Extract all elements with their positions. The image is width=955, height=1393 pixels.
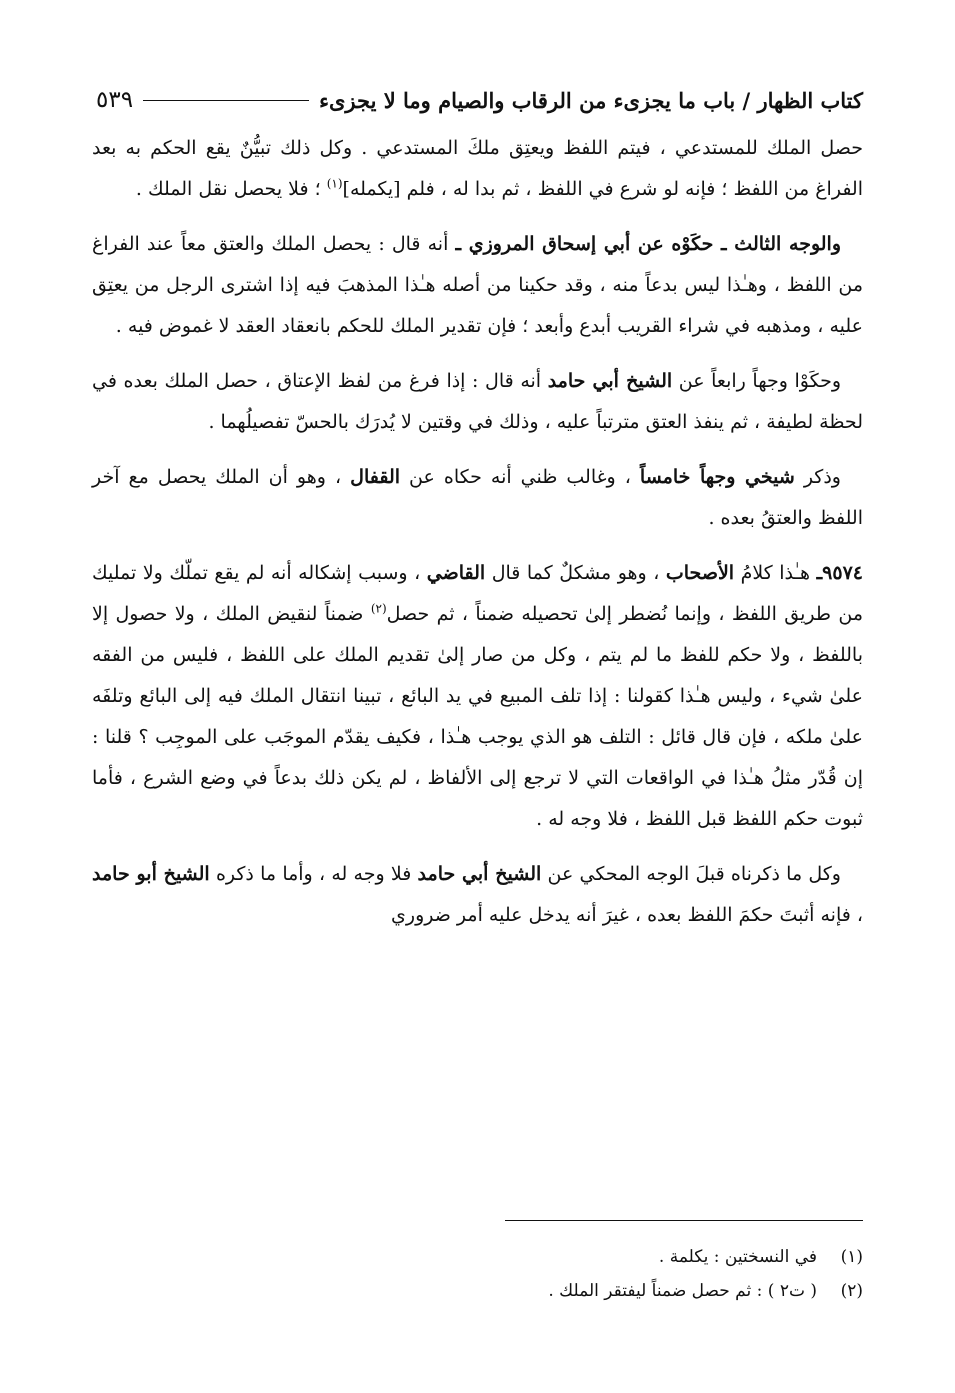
- footnote-text: في النسختين : يكلمة .: [658, 1247, 817, 1267]
- footnote-number: (١): [840, 1247, 863, 1267]
- text-run: حصل الملك للمستدعي ، فيتم اللفظ ويعتِق ملكَ المستدعي . وكل ذلك تبيُّنٌ يقع الحكم به بعد الفراغ من اللفظ ؛ فإنه لو شرع في اللفظ ، ثم بدا له ، فلم [يكمله]: [92, 137, 863, 200]
- page-number: ٥٣٩: [96, 87, 134, 113]
- text-run: ، وغالب ظني أنه حكاه عن: [400, 466, 640, 488]
- text-run: وذكر: [794, 466, 841, 488]
- bold-text: القاضي: [426, 562, 486, 584]
- footnote: [92, 1240, 863, 1274]
- paragraph: [92, 457, 863, 539]
- text-run: أنه قال : يحصل الملك والعتق معاً عند الفراغ من اللفظ ، وهـٰذا ليس بدعاً منه ، وقد حكينا من أصله هـٰذا المذهبَ فيه إذا اشترى الرجل من يعتِق عليه ، ومذهبه في شراء القريب أبدع وأبعد ؛ فإن تقدير الملك للحكم بانعقاد العقد لا غموض فيه .: [92, 233, 863, 337]
- bold-text: القفال: [350, 466, 401, 488]
- bold-text: والوجه الثالث ـ حكَوْه عن أبي إسحاق المروزي ـ: [455, 233, 842, 255]
- paragraph: [92, 854, 863, 936]
- text-run: ، وهو مشكلٌ كما قال: [485, 562, 666, 584]
- text-run: ، فإنه أثبتَ حكمَ اللفظ بعده ، غيرَ أنه يدخل عليه أمر ضروري: [391, 904, 863, 926]
- bold-text: الأصحاب: [665, 562, 735, 584]
- bold-text: ٩٥٧٤ـ: [816, 562, 863, 584]
- paragraph: [92, 224, 863, 347]
- footnote-number: (٢): [840, 1281, 863, 1301]
- footnote-marker: (٢): [370, 601, 387, 616]
- text-run: أنه قال : إذا فرغ من لفظ الإعتاق ، حصل الملك بعده في لحظة لطيفة ، ثم ينفذ العتق مترتباً عليه ، وذلك في وقتين لا يُدرَك بالحسّ تفصيلُهما .: [92, 370, 863, 433]
- text-run: ؛ فلا يحصل نقل الملك .: [135, 178, 327, 200]
- footnote-text: ( ت٢ ) : ثم حصل ضمناً ليفتقر الملك .: [548, 1281, 817, 1301]
- main-text: [92, 128, 863, 950]
- bold-text: الشيخ أبي حامد: [417, 863, 542, 885]
- text-run: ، وهو أن الملك يحصل مع آخر اللفظ والعتقُ بعده .: [92, 466, 863, 529]
- text-run: فلا وجه له ، وأما ما ذكره: [209, 863, 418, 885]
- footnote-separator: [505, 1220, 863, 1221]
- text-run: وكل ما ذكرناه قبلَ الوجه المحكي عن: [541, 863, 841, 885]
- bold-text: الشيخ أبو حامد: [92, 863, 210, 885]
- running-header: [96, 80, 863, 120]
- text-run: هـٰذا كلامُ: [734, 562, 817, 584]
- paragraph: [92, 128, 863, 210]
- text-run: وحكَوْا وجهاً رابعاً عن: [672, 370, 841, 392]
- footnote: [92, 1274, 863, 1308]
- text-run: ، وسبب إشكاله أنه لم يقع تملّك ولا تمليك من طريق اللفظ ، وإنما نُضطر إلىٰ تحصيله ضمناً ، ثم حصل: [92, 562, 863, 625]
- footnote-marker: (١): [326, 176, 343, 191]
- header-rule: [143, 100, 309, 101]
- text-run: ضمناً لنقيض الملك ، ولا حصول إلا باللفظ ، ولا حكم للفظ ما لم يتم ، وكل من صار إلىٰ تقديم الملك على اللفظ ، فليس من الفقه علىٰ شيء ، وليس هـٰذا كقولنا : إذا تلف المبيع في يد البائع ، تبينا انتقال الملك فيه إلى البائع وتلفَه علىٰ ملكه ، فإن قال قائل : التلف هو الذي يوجب هـٰذا ، فكيف يقدّم الموجَب على الموجِب ؟ قلنا : إن قُدّر مثلُ هـٰذا في الواقعات التي لا ترجع إلى الألفاظ ، لم يكن ذلك بدعاً في وضع الشرع ، فأما ثبوت حكم اللفظ قبل اللفظ ، فلا وجه له .: [92, 603, 863, 830]
- paragraph: [92, 553, 863, 840]
- footnotes: [92, 1240, 863, 1308]
- running-title: كتاب الظهار / باب ما يجزىء من الرقاب والصيام وما لا يجزىء: [319, 87, 863, 113]
- paragraph: [92, 361, 863, 443]
- bold-text: الشيخ أبي حامد: [547, 370, 673, 392]
- bold-text: شيخي وجهاً خامساً: [639, 466, 795, 488]
